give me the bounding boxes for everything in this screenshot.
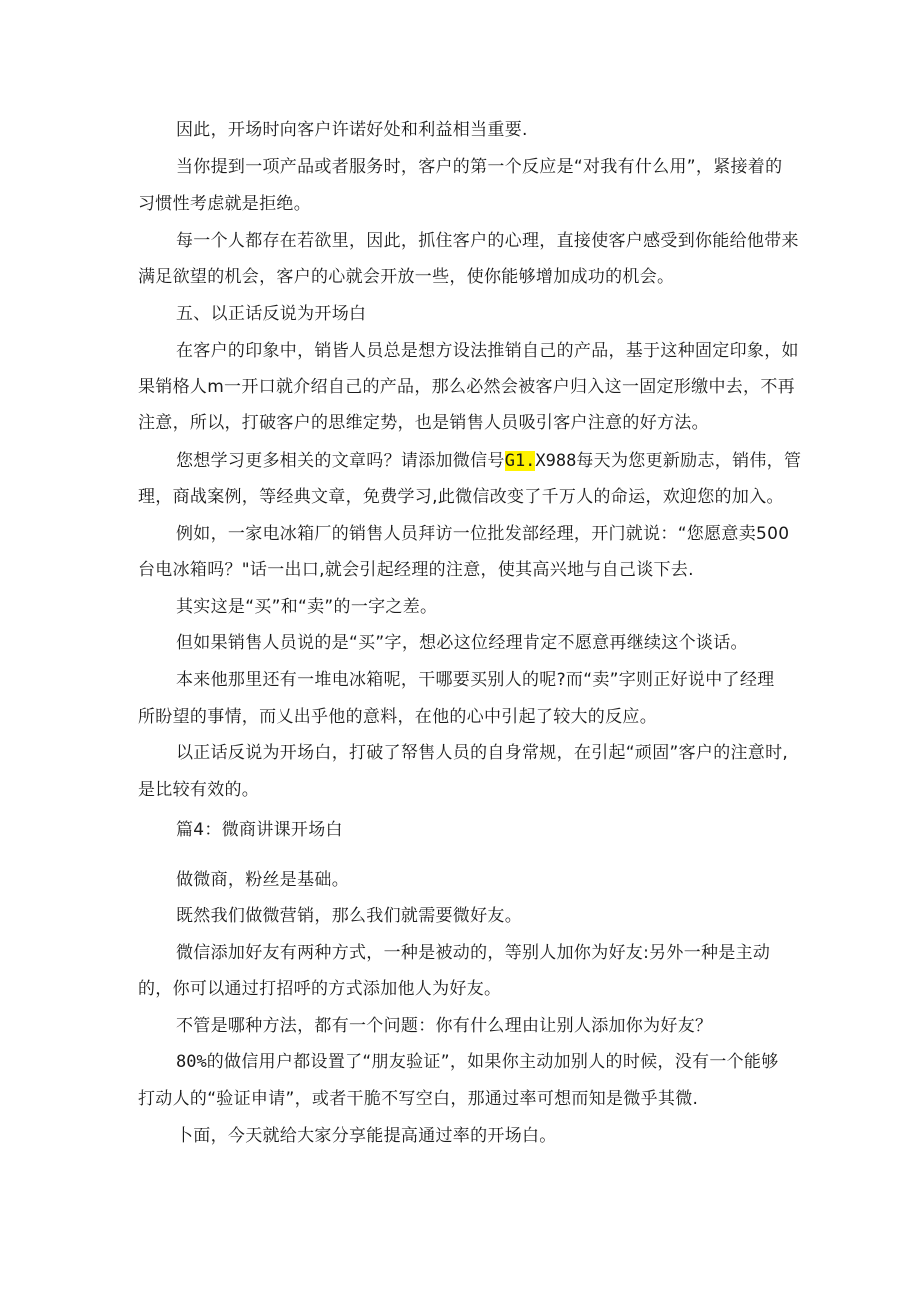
paragraph-line: 台电冰箱吗？"话一出口,就会引起经理的注意，使其高兴地与自己谈下去. bbox=[138, 560, 694, 580]
paragraph-line: 在客户的印象中，销皆人员总是想方设法推销自己的产品，基于这种固定印象，如 bbox=[176, 341, 799, 361]
line-text: 每天为您更新励志，销伟，管 bbox=[576, 451, 802, 471]
line-text: 您想学习更多相关的文章吗？请添加微信号 bbox=[176, 451, 505, 471]
paragraph-line: 但如果销售人员说的是“买”字，想必这位经理肯定不愿意再继续这个谈话。 bbox=[176, 633, 748, 653]
paragraph-line: 做微商，粉丝是基础。 bbox=[176, 870, 349, 890]
section-heading: 五、以正话反说为开场白 bbox=[176, 304, 367, 324]
paragraph-line bbox=[176, 450, 801, 472]
paragraph-line: 例如，一家电冰箱厂的销售人员拜访一位批发部经理，开门就说：“您愿意卖500 bbox=[176, 524, 790, 544]
paragraph-line: 果销格人m一开口就介绍自己的产品，那么必然会被客户归入这一固定形缴中去，不再 bbox=[138, 377, 795, 397]
paragraph-line: 当你提到一项产品或者服务时，客户的第一个反应是“对我有什么用”，紧接着的 bbox=[176, 157, 783, 177]
paragraph-line: 习惯性考虑就是拒绝。 bbox=[138, 194, 311, 214]
paragraph-line: 注意，所以，打破客户的思维定势，也是销售人员吸引客户注意的好方法。 bbox=[138, 413, 709, 433]
percent-figure: 80% bbox=[176, 1052, 207, 1072]
section-heading: 篇4：微商讲课开场白 bbox=[176, 820, 343, 840]
paragraph-line: 不管是哪种方法，都有一个问题：你有什么理由让别人添加你为好友？ bbox=[176, 1016, 713, 1036]
highlighted-wechat-id: G1. bbox=[504, 451, 536, 471]
paragraph-line bbox=[176, 1051, 779, 1073]
paragraph-line: 微信添加好友有两种方式，一种是被动的，等别人加你为好友:另外一种是主动 bbox=[176, 943, 771, 963]
paragraph-line: 卜面，今天就给大家分享能提高通过率的开场白。 bbox=[176, 1126, 557, 1146]
paragraph-line: 理，商战案例，等经典文章，免费学习,此微信改变了千万人的命运，欢迎您的加入。 bbox=[138, 487, 784, 507]
paragraph-line: 是比较有效的。 bbox=[138, 780, 260, 800]
paragraph-line: 所盼望的事情，而乂出乎他的意料，在他的心中引起了较大的反应。 bbox=[138, 707, 657, 727]
paragraph-line: 其实这是“买”和“卖”的一字之差。 bbox=[176, 597, 438, 617]
wechat-id-suffix: X988 bbox=[535, 451, 577, 471]
line-text: 的做信用户都设置了“朋友验证”，如果你主动加别人的时候，没有一个能够 bbox=[206, 1052, 779, 1072]
paragraph-line: 因此，开场时向客户许诺好处和利益相当重要. bbox=[176, 120, 528, 140]
paragraph-line: 以正话反说为开场白，打破了帑售人员的自身常规，在引起“顽固”客户的注意时, bbox=[176, 743, 789, 763]
paragraph-line: 既然我们做微营销，那么我们就需要微好友。 bbox=[176, 906, 522, 926]
paragraph-line: 的，你可以通过打招呼的方式添加他人为好友。 bbox=[138, 979, 502, 999]
paragraph-line: 打动人的“验证申请”，或者干脆不写空白，那通过率可想而知是微乎其微. bbox=[138, 1089, 699, 1109]
paragraph-line: 每一个人都存在若欲里，因此，抓住客户的心理，直接使客户感受到你能给他带来 bbox=[176, 231, 799, 251]
paragraph-line: 本来他那里还有一堆电冰箱呢，干哪要买别人的呢?而“卖”字则正好说中了经理 bbox=[176, 670, 775, 690]
paragraph-line: 满足欲望的机会，客户的心就会开放一些，使你能够增加成功的机会。 bbox=[138, 267, 675, 287]
